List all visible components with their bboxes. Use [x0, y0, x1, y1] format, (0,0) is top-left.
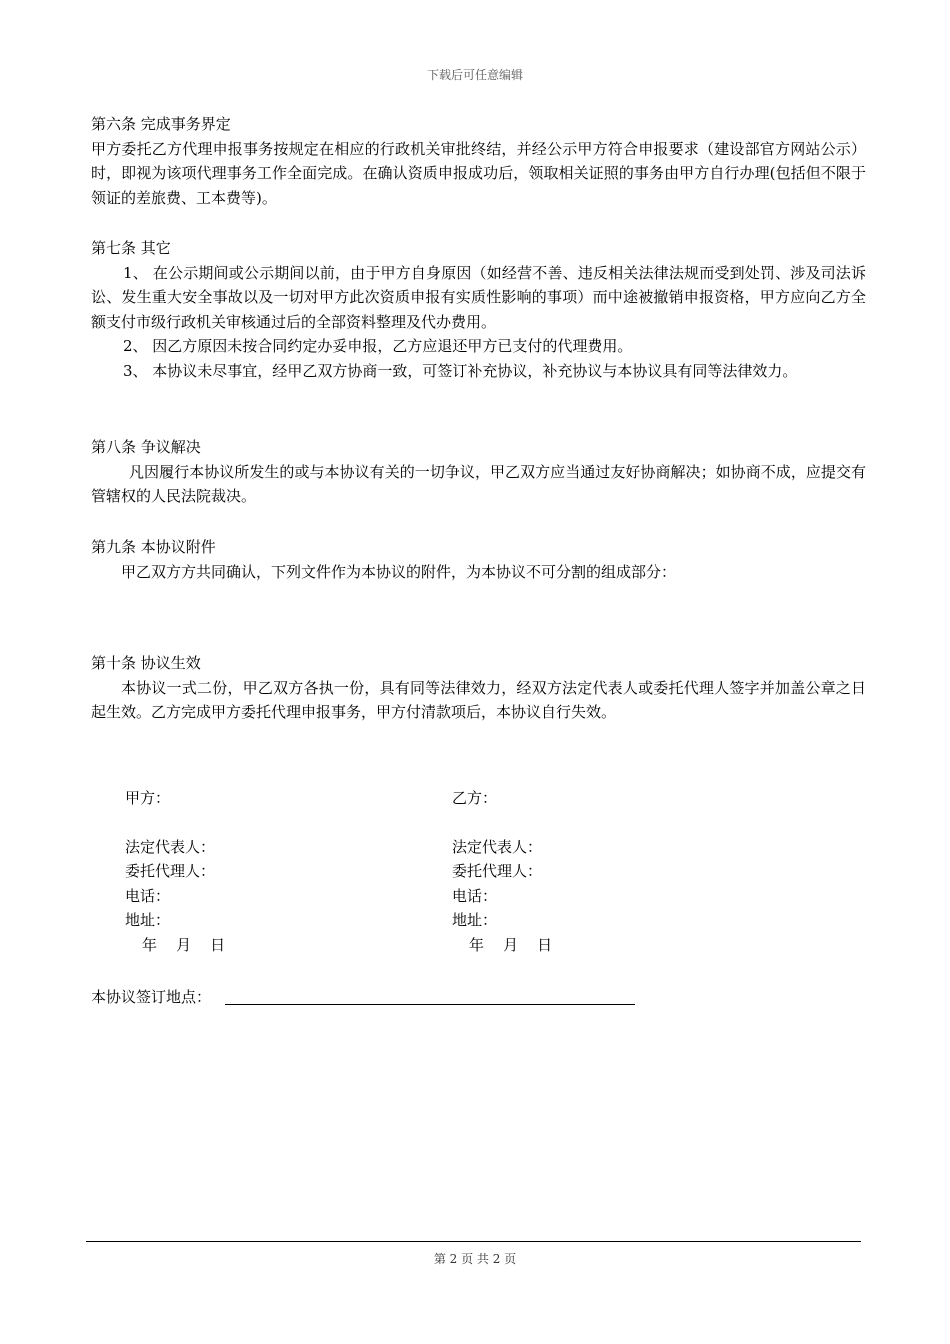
article-6 [91, 112, 866, 210]
page-header: 下载后可任意编辑 [426, 68, 523, 82]
article-8-body: 凡因履行本协议所发生的或与本协议有关的一切争议，甲乙双方应当通过友好协商解决；如协商不成，应提交有管辖权的人民法院裁决。 [91, 462, 866, 505]
article-9-body: 甲乙双方方共同确认，下列文件作为本协议的附件，为本协议不可分割的组成部分： [121, 562, 677, 581]
signing-place-line [225, 1004, 635, 1005]
page-number: 第 2 页 共 2 页 [433, 1252, 517, 1266]
article-10-title: 第十条 协议生效 [91, 654, 201, 672]
party-a-label: 甲方： [125, 789, 171, 807]
signing-place-label: 本协议签订地点： [91, 988, 212, 1006]
article-7-item-2: 2、 因乙方原因未按合同约定办妥申报，乙方应退还甲方已支付的代理费用。 [123, 337, 633, 355]
article-9-title: 第九条 本协议附件 [91, 538, 216, 556]
party-a-rep: 法定代表人： [125, 838, 216, 856]
article-7-item-3: 3、 本协议未尽事宜，经甲乙双方协商一致，可签订补充协议，补充协议与本协议具有同等法律效力。 [123, 361, 798, 380]
party-a-phone: 电话： [125, 887, 171, 905]
article-7-title: 第七条 其它 [91, 239, 171, 257]
party-a-agent: 委托代理人： [125, 862, 216, 880]
article-7 [91, 236, 866, 383]
article-6-body: 甲方委托乙方代理申报事务按规定在相应的行政机关审批终结，并经公示甲方符合申报要求（建设部官方网站公示）时，即视为该项代理事务工作全面完成。在确认资质申报成功后，领取相关证照的事务由甲方自行办理(包括但不限于领证的差旅费、工本费等)。 [91, 139, 866, 207]
article-10-body: 本协议一式二份，甲乙双方各执一份，具有同等法律效力，经双方法定代表人或委托代理人签字并加盖公章之日起生效。乙方完成甲方委托代理申报事务，甲方付清款项后，本协议自行失效。 [91, 678, 866, 721]
article-9 [91, 535, 866, 584]
article-8 [91, 435, 866, 509]
party-a-date: 年 月 日 [142, 936, 226, 954]
article-6-title: 第六条 完成事务界定 [91, 115, 231, 133]
footer-divider [86, 1241, 861, 1242]
article-7-item-1: 1、 在公示期间或公示期间以前，由于甲方自身原因（如经营不善、违反相关法律法规而受到处罚、涉及司法诉讼、发生重大安全事故以及一切对甲方此次资质申报有实质性影响的事项）而中途被撤销申报资格，甲方应向乙方全额支付市级行政机关审核通过后的全部资料整理及代办费用。 [91, 263, 866, 331]
article-8-title: 第八条 争议解决 [91, 438, 201, 456]
party-b-phone: 电话： [452, 887, 498, 905]
party-a-address: 地址： [125, 911, 171, 929]
party-b-agent: 委托代理人： [452, 862, 543, 880]
party-b-rep: 法定代表人： [452, 838, 543, 856]
party-b-label: 乙方： [452, 789, 498, 807]
party-b-date: 年 月 日 [469, 936, 553, 954]
party-b-address: 地址： [452, 911, 498, 929]
article-10 [91, 651, 866, 725]
